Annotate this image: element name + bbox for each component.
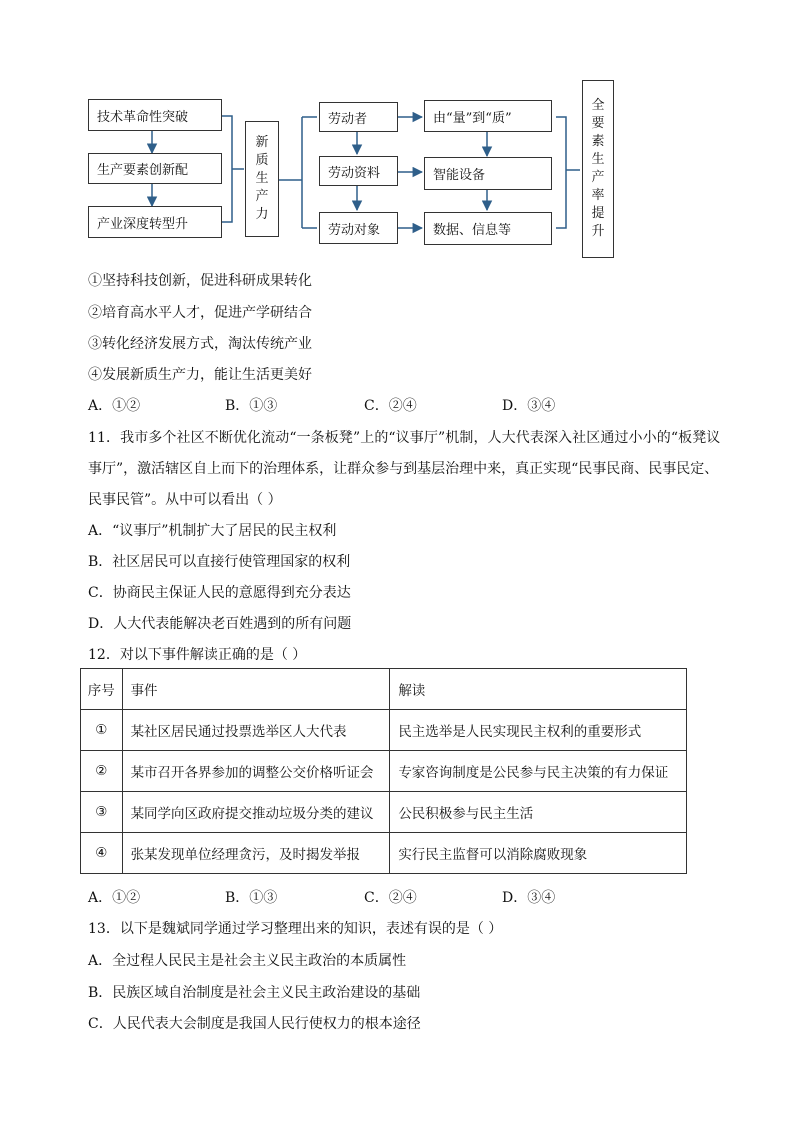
q11-option-a: A．“议事厅”机制扩大了居民的民主权利 bbox=[88, 523, 337, 539]
q13-option-c: C．人民代表大会制度是我国人民行使权力的根本途径 bbox=[88, 1016, 421, 1032]
q12-option-b: B．①③ bbox=[225, 890, 278, 906]
table-cell: 某市召开各界参加的调整公交价格听证会 bbox=[122, 751, 390, 792]
mid-box-1-label: 劳动者 bbox=[328, 111, 368, 127]
table-cell: 公民积极参与民主生活 bbox=[390, 792, 687, 833]
q10-statement-4: ④发展新质生产力，能让生活更美好 bbox=[88, 367, 312, 383]
q10-statement-1: ①坚持科技创新，促进科研成果转化 bbox=[88, 273, 312, 289]
q13-option-b: B．民族区域自治制度是社会主义民主政治建设的基础 bbox=[88, 985, 421, 1001]
left-box-3-label: 产业深度转型升 bbox=[97, 216, 189, 232]
right-box-1 bbox=[424, 100, 552, 132]
far-right-char: 生 bbox=[591, 152, 605, 167]
mid-box-3-label: 劳动对象 bbox=[328, 222, 381, 238]
q13-stem: 13．以下是魏斌同学通过学习整理出来的知识，表述有误的是（ ） bbox=[88, 921, 503, 937]
far-right-char: 升 bbox=[591, 224, 605, 239]
right-box-2 bbox=[424, 157, 552, 190]
q11-stem-line-2: 事厅”，激活辖区自上而下的治理体系，让群众参与到基层治理中来，真正实现“民事民商、民事民定、 bbox=[88, 461, 719, 477]
q13-option-a: A．全过程人民民主是社会主义民主政治的本质属性 bbox=[88, 953, 407, 969]
left-box-3 bbox=[88, 206, 222, 238]
mid-brace bbox=[279, 117, 317, 228]
far-right-box bbox=[582, 80, 614, 258]
q11-option-c: C．协商民主保证人民的意愿得到充分表达 bbox=[88, 585, 351, 601]
center-char: 质 bbox=[255, 153, 269, 168]
far-right-char: 素 bbox=[591, 134, 605, 149]
table-cell: ③ bbox=[81, 792, 123, 833]
center-char: 力 bbox=[255, 207, 269, 222]
mid-box-1 bbox=[319, 102, 398, 132]
far-right-char: 提 bbox=[591, 206, 605, 221]
table-cell: ④ bbox=[81, 833, 123, 874]
table-cell: 某同学向区政府提交推动垃圾分类的建议 bbox=[122, 792, 390, 833]
right-box-1-label: 由“量”到“质” bbox=[433, 110, 512, 126]
far-right-char: 率 bbox=[591, 188, 605, 203]
center-char: 产 bbox=[255, 189, 269, 204]
table-cell: 某社区居民通过投票选举区人大代表 bbox=[122, 710, 390, 751]
center-char: 新 bbox=[255, 135, 269, 150]
q11-option-b: B．社区居民可以直接行使管理国家的权利 bbox=[88, 554, 351, 570]
table-header-row bbox=[81, 669, 687, 710]
left-box-1 bbox=[88, 99, 222, 131]
header-cell: 事件 bbox=[122, 669, 390, 710]
mid-box-3 bbox=[319, 212, 398, 244]
table-row bbox=[81, 751, 687, 792]
far-right-char: 产 bbox=[591, 170, 605, 185]
table-cell: ② bbox=[81, 751, 123, 792]
table-cell: 专家咨询制度是公民参与民主决策的有力保证 bbox=[390, 751, 687, 792]
mid-box-2 bbox=[319, 156, 398, 186]
table-cell: 实行民主监督可以消除腐败现象 bbox=[390, 833, 687, 874]
q11-stem-line-1: 11．我市多个社区不断优化流动“一条板凳”上的“议事厅”机制，人大代表深入社区通过小小的“板凳议 bbox=[88, 430, 721, 446]
left-box-1-label: 技术革命性突破 bbox=[97, 109, 189, 125]
table-cell: 张某发现单位经理贪污，及时揭发举报 bbox=[122, 833, 390, 874]
right-box-3 bbox=[424, 212, 552, 245]
far-right-char: 要 bbox=[591, 116, 605, 131]
right-box-2-label: 智能设备 bbox=[433, 168, 486, 183]
q12-stem: 12．对以下事件解读正确的是（ ） bbox=[88, 647, 307, 663]
table-row bbox=[81, 710, 687, 751]
table-row bbox=[81, 833, 687, 874]
q10-option-b: B．①③ bbox=[225, 398, 278, 414]
q10-option-a: A．①② bbox=[88, 398, 141, 414]
q10-option-d: D．③④ bbox=[502, 398, 556, 414]
right-brace bbox=[556, 117, 580, 228]
header-cell: 序号 bbox=[81, 669, 123, 710]
far-right-char: 全 bbox=[591, 98, 605, 113]
left-box-2 bbox=[88, 153, 222, 184]
center-box bbox=[245, 121, 279, 237]
left-brace bbox=[222, 116, 244, 222]
mid-box-2-label: 劳动资料 bbox=[328, 165, 381, 181]
q12-option-d: D．③④ bbox=[502, 890, 556, 906]
q10-statement-2: ②培育高水平人才，促进产学研结合 bbox=[88, 305, 312, 321]
q10-statement-3: ③转化经济发展方式，淘汰传统产业 bbox=[88, 336, 312, 352]
q11-stem-line-3: 民事民管”。从中可以看出（ ） bbox=[88, 492, 282, 508]
table-cell: 民主选举是人民实现民主权利的重要形式 bbox=[390, 710, 687, 751]
q12-option-a: A．①② bbox=[88, 890, 141, 906]
q10-option-c: C．②④ bbox=[364, 398, 417, 414]
center-char: 生 bbox=[255, 171, 269, 186]
table-row bbox=[81, 792, 687, 833]
left-box-2-label: 生产要素创新配 bbox=[97, 163, 189, 178]
q11-option-d: D．人大代表能解决老百姓遇到的所有问题 bbox=[88, 616, 352, 632]
events-table bbox=[80, 668, 687, 874]
right-box-3-label: 数据、信息等 bbox=[433, 223, 512, 238]
q12-option-c: C．②④ bbox=[364, 890, 417, 906]
header-cell: 解读 bbox=[390, 669, 687, 710]
table-cell: ① bbox=[81, 710, 123, 751]
